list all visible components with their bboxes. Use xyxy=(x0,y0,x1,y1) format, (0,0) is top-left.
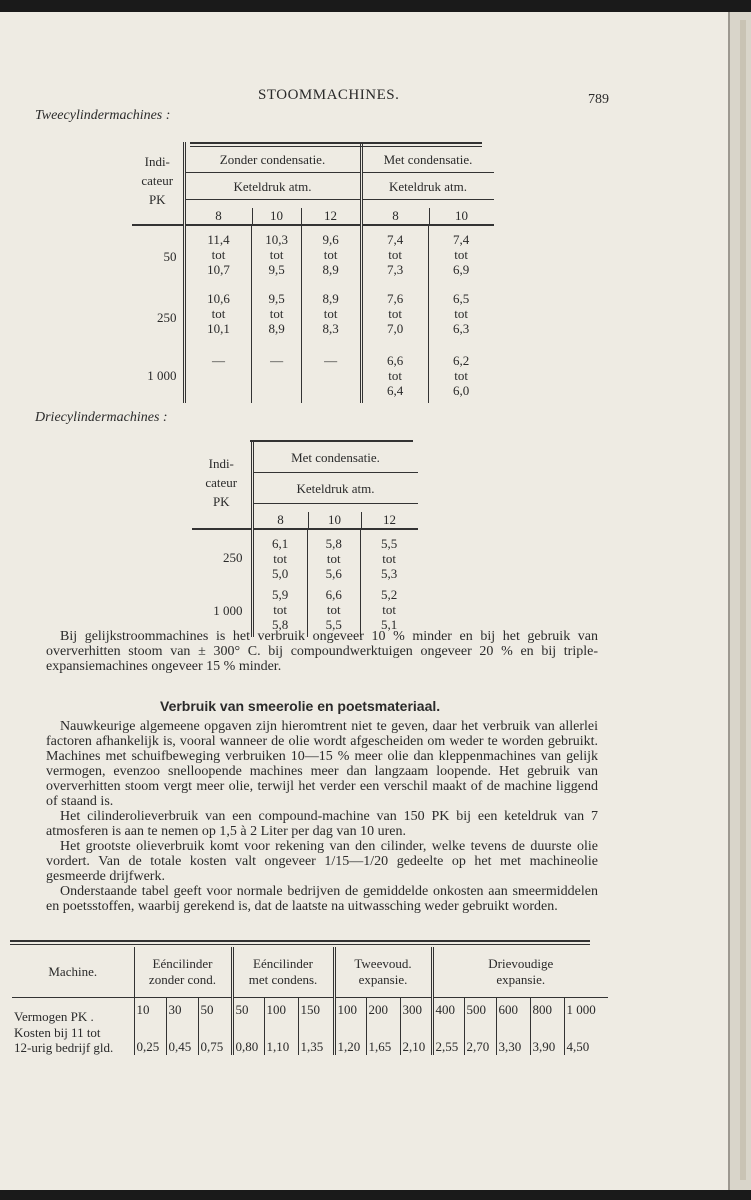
cell-line: 10,6 xyxy=(207,291,230,306)
lubrication-text: Nauwkeurige algemeene opgaven zijn hieromtrent niet te geven, daar het verbruik van allerlei factoren afhankelijk is, vooral wanneer de olie wordt afgescheiden om weder te worden gebruikt. Machines met schuifbeweging verbruiken 10—15 % meer olie dan kleppenmachines van gelijk vermogen, evenzoo snelloopende machines meer dan langzaam loopende. Het gebruik van oververhitten stoom vergt meer olie, terwijl het verder een verschil maakt of de machine liggend of staand is. Het cilinderolieverbruik van een compound-machine van 150 PK bij een keteldruk van 7 atmosferen is aan te nemen op 1,5 à 2 Liter per dag van 10 uren. Het grootste olieverbruik komt voor rekening van den cilinder, welke tevens de duurste olie vordert. Van de totale kosten valt ongeveer 1/15—1/20 gedeelte op het met machineolie gesmeerde drijfwerk. Onderstaande tabel geeft voor normale bedrijven de gemiddelde onkosten aan smeermiddelen en poetsstoffen, waarbij gerekend is, dat de laatste na uitwassching weder gebruikt worden. xyxy=(46,719,598,914)
cell-line: 9,5 xyxy=(268,291,285,306)
power-value: 1 000 xyxy=(566,1001,596,1017)
power-label: Vermogen PK . xyxy=(12,997,134,1025)
cell-line: 9,6 xyxy=(322,232,339,247)
cell-line: tot xyxy=(454,306,468,321)
consumption-cell xyxy=(184,287,252,349)
scanned-page xyxy=(0,12,728,1190)
cell-line: 8,3 xyxy=(322,321,339,336)
power-value: 100 xyxy=(334,997,366,1025)
cost-value: 1,35 xyxy=(298,1025,334,1055)
cell-line: tot xyxy=(382,602,396,617)
indicator-pk-header: Indi- cateur PK xyxy=(132,142,184,225)
machine-type-header xyxy=(232,947,334,997)
page-number: 789 xyxy=(588,92,609,107)
cell-line: 5,0 xyxy=(271,566,289,581)
power-value: 400 xyxy=(432,997,464,1025)
cell-line: 6,1 xyxy=(271,536,289,551)
cell-line: tot xyxy=(326,602,341,617)
power-value: 10 xyxy=(134,997,166,1025)
cell-line: tot xyxy=(388,306,402,321)
cell-line: 10,7 xyxy=(207,262,230,277)
table3-top-rule-2 xyxy=(10,944,590,945)
threecylinder-heading: Driecylindermachines : xyxy=(35,410,168,425)
consumption-cell xyxy=(360,529,417,585)
cost-value: 1,65 xyxy=(366,1025,400,1055)
cost-label xyxy=(12,1025,134,1055)
cell-line: 11,4 xyxy=(207,232,230,247)
cell-line: 5,9 xyxy=(271,587,289,602)
cost-value: 2,55 xyxy=(432,1025,464,1055)
cell-line: 8,9 xyxy=(322,291,339,306)
header-line: Tweevoud. xyxy=(354,955,412,971)
cell-line: tot xyxy=(211,306,226,321)
cell-line: tot xyxy=(382,551,396,566)
consumption-cell xyxy=(428,349,493,403)
cell-line: 5,3 xyxy=(381,566,398,581)
power-value: 300 xyxy=(400,997,432,1025)
cost-value: 2,70 xyxy=(464,1025,496,1055)
machine-header: Machine. xyxy=(12,947,134,997)
cell-line: 7,3 xyxy=(387,262,404,277)
cost-value: 0,80 xyxy=(232,1025,264,1055)
consumption-cell xyxy=(428,225,493,287)
cell-line: 5,8 xyxy=(325,536,342,551)
power-value: 500 xyxy=(464,997,496,1025)
cost-value: 0,45 xyxy=(166,1025,198,1055)
cell-line: 5,8 xyxy=(271,617,289,632)
running-head: STOOMMACHINES. xyxy=(258,87,400,103)
consumption-cell xyxy=(361,349,428,403)
cell-line: 6,3 xyxy=(453,321,470,336)
header-line: Drievoudige xyxy=(488,955,554,971)
cell-line: 6,5 xyxy=(453,291,470,306)
cost-value: 0,25 xyxy=(134,1025,166,1055)
cell-line: tot xyxy=(388,247,402,262)
cell-line: — xyxy=(270,353,284,368)
cell-line: tot xyxy=(454,368,468,383)
header-line: Eéncilinder xyxy=(253,955,313,971)
twocylinder-heading: Tweecylindermachines : xyxy=(35,108,171,123)
cell-line: 6,9 xyxy=(453,262,470,277)
section-title: Verbruik van smeerolie en poetsmateriaal. xyxy=(160,698,441,714)
cell-line: 8,9 xyxy=(268,321,285,336)
power-value: 800 xyxy=(530,997,564,1025)
cell-line: tot xyxy=(269,247,284,262)
indicator-pk-header: Indi- cateur PK xyxy=(192,440,252,529)
cell-line: tot xyxy=(269,306,284,321)
pk-value: 50 xyxy=(132,225,184,287)
label-line: Kosten bij 11 tot xyxy=(14,1025,101,1040)
consumption-cell xyxy=(252,287,301,349)
cost-value: 3,30 xyxy=(496,1025,530,1055)
cell-line: tot xyxy=(273,602,287,617)
paragraph-uniflow: Bij gelijkstroommachines is het verbruik ongeveer 10 % minder en bij het gebruik van oververhitten stoom van ± 300° C. bij compoundwerktuigen ongeveer 20 % en bij triple-expansiemachines ongeveer 15 % minder. xyxy=(46,629,598,674)
cost-value: 2,10 xyxy=(400,1025,432,1055)
pk-value: 1 000 xyxy=(192,585,252,637)
cost-table xyxy=(12,947,608,1055)
consumption-cell xyxy=(301,349,361,403)
cell-line: 5,2 xyxy=(381,587,398,602)
cell-line: tot xyxy=(388,368,402,383)
machine-type-header xyxy=(334,947,432,997)
header-line: expansie. xyxy=(358,971,408,987)
header-line: zonder cond. xyxy=(148,971,217,987)
power-value: 600 xyxy=(496,997,530,1025)
cell-line: tot xyxy=(211,247,226,262)
pk-value: 250 xyxy=(132,287,184,349)
pk-value: 1 000 xyxy=(132,349,184,403)
cell-line: 7,6 xyxy=(387,291,404,306)
table-row xyxy=(192,529,418,585)
cell-line: 10,3 xyxy=(265,232,288,247)
cell-line: 7,4 xyxy=(387,232,404,247)
book-edge-shadow xyxy=(740,20,746,1180)
cell-line: 9,5 xyxy=(268,262,285,277)
label-line: 12-urig bedrijf gld. xyxy=(14,1040,114,1055)
cell-line: tot xyxy=(323,306,338,321)
consumption-cell xyxy=(301,225,361,287)
machine-type-header xyxy=(134,947,232,997)
consumption-cell xyxy=(361,287,428,349)
consumption-cell xyxy=(307,529,360,585)
with-condensation-header: Met condensatie. Keteldruk atm. 8 10 xyxy=(361,142,494,225)
cell-line: tot xyxy=(326,551,341,566)
header-line: Eéncilinder xyxy=(152,955,213,971)
cell-line: 6,6 xyxy=(325,587,342,602)
consumption-cell xyxy=(252,225,301,287)
cell-line: 5,5 xyxy=(381,536,398,551)
cost-value: 1,20 xyxy=(334,1025,366,1055)
power-value: 200 xyxy=(366,997,400,1025)
consumption-cell xyxy=(184,225,252,287)
cost-value: 1,10 xyxy=(264,1025,298,1055)
three-cylinder-table xyxy=(192,440,418,637)
power-value: 100 xyxy=(264,997,298,1025)
consumption-cell xyxy=(252,529,307,585)
cell-line: 6,4 xyxy=(387,383,404,398)
cell-line: 10,1 xyxy=(207,321,230,336)
consumption-cell xyxy=(252,349,301,403)
table3-top-rule xyxy=(10,940,590,942)
cell-line: 6,2 xyxy=(453,353,470,368)
table-row xyxy=(132,225,494,287)
two-cylinder-table xyxy=(132,142,494,403)
cell-line: 5,1 xyxy=(381,617,398,632)
cell-line: 7,4 xyxy=(453,232,470,247)
machine-type-header xyxy=(432,947,608,997)
cell-line: 5,6 xyxy=(325,566,342,581)
power-value: 50 xyxy=(232,997,264,1025)
cell-line: 6,6 xyxy=(387,353,404,368)
power-value: 50 xyxy=(198,997,232,1025)
header-line: expansie. xyxy=(496,971,546,987)
header-line: met condens. xyxy=(248,971,318,987)
cell-line: 6,0 xyxy=(453,383,470,398)
cost-value: 0,75 xyxy=(198,1025,232,1055)
without-condensation-header: Zonder condensatie. Keteldruk atm. 8 10 12 xyxy=(184,142,361,225)
consumption-cell xyxy=(428,287,493,349)
cell-line: — xyxy=(211,353,225,368)
cost-value: 3,90 xyxy=(530,1025,564,1055)
cell-line: 5,5 xyxy=(325,617,342,632)
consumption-cell xyxy=(184,349,252,403)
cell-line: — xyxy=(324,353,338,368)
with-condensation-header: Met condensatie. Keteldruk atm. 8 10 12 xyxy=(252,440,418,529)
table-row xyxy=(132,287,494,349)
consumption-cell xyxy=(361,225,428,287)
power-value: 30 xyxy=(166,997,198,1025)
cell-line: tot xyxy=(454,247,468,262)
cell-line: 8,9 xyxy=(322,262,339,277)
consumption-cell xyxy=(301,287,361,349)
cell-line: tot xyxy=(323,247,338,262)
cost-value: 4,50 xyxy=(566,1039,590,1054)
cell-line: tot xyxy=(273,551,287,566)
table-row xyxy=(132,349,494,403)
power-value: 150 xyxy=(298,997,334,1025)
cell-line: 7,0 xyxy=(387,321,404,336)
pk-value: 250 xyxy=(192,529,252,585)
